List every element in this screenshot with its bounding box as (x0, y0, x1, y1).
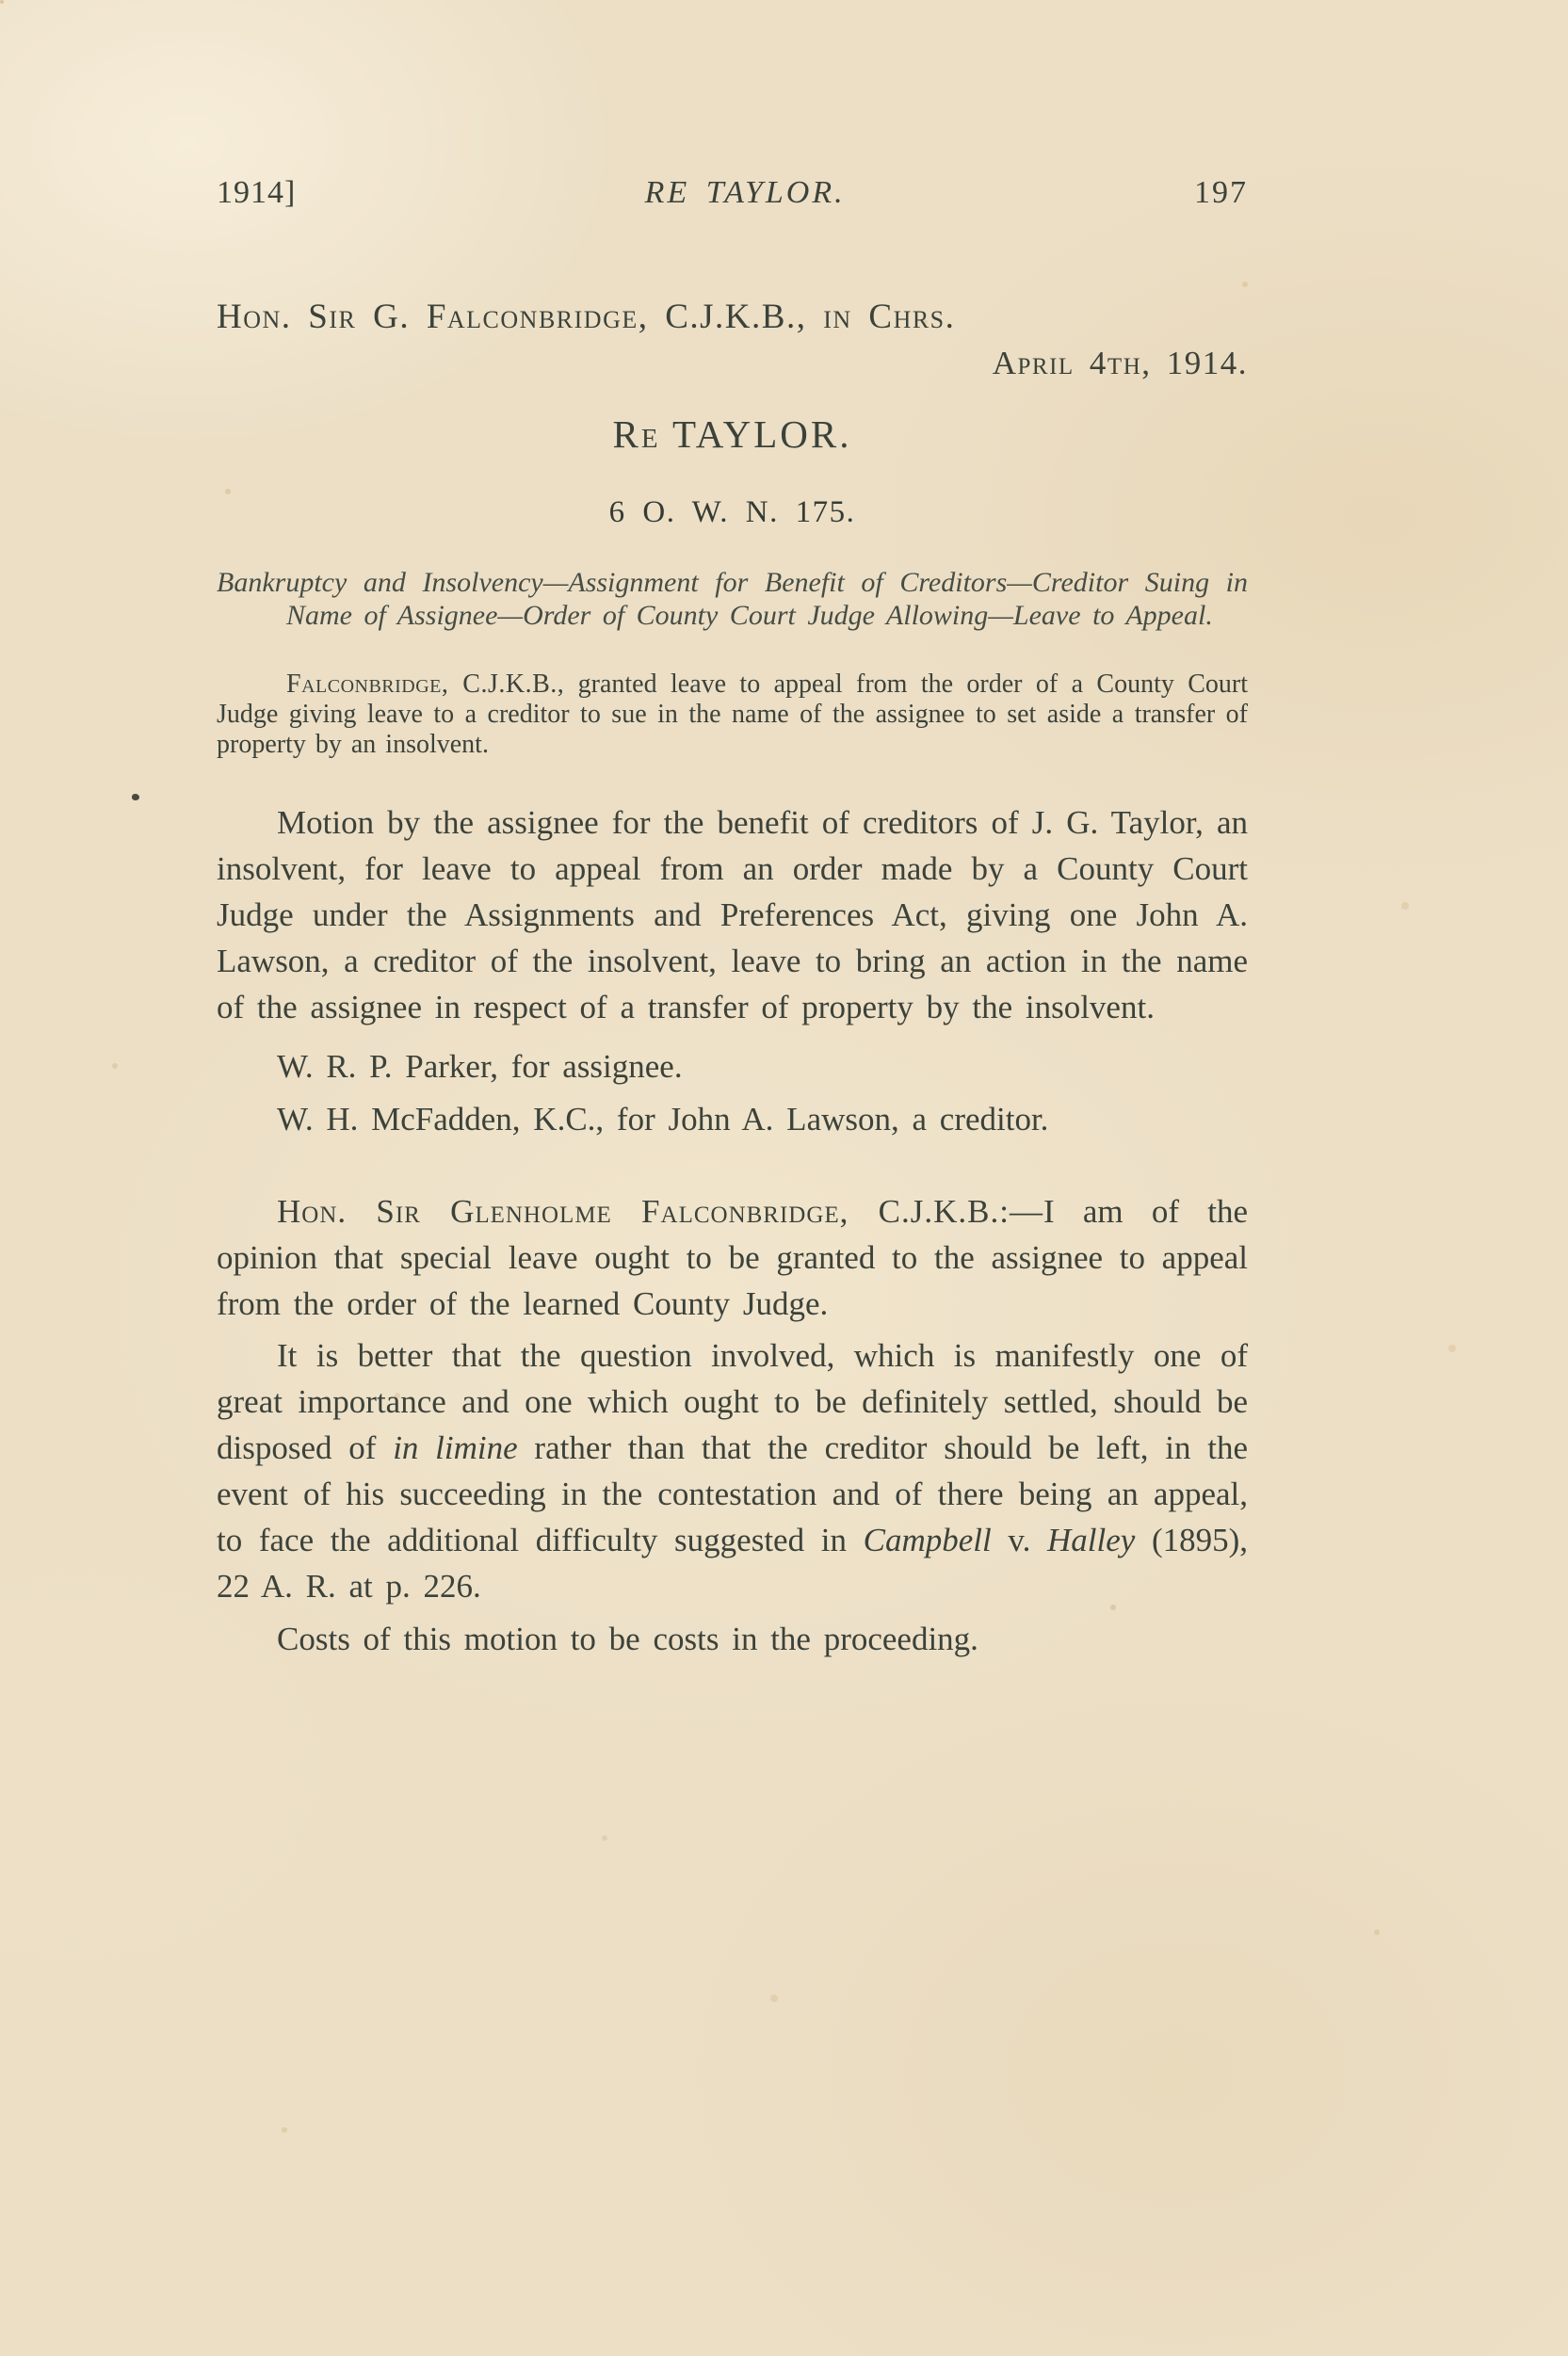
limine-seg3: rather than that the creditor should be left, in the event of his succeeding in the contestation and of there being an appeal, to face the additional difficulty suggested in (217, 1429, 1248, 1558)
paragraph-in-limine (217, 1332, 1248, 1609)
counsel-line-mcfadden: W. H. McFadden, K.C., for John A. Lawson, a creditor. (277, 1101, 1049, 1138)
citation: 6 O. W. N. 175. (608, 495, 856, 529)
paper-speckles (0, 0, 4, 4)
headnote-text: granted leave to appeal from the order of a County Court Judge giving leave to a creditor to sue in the name of the assignee to set aside a transfer of property by an insolvent. (217, 670, 1249, 759)
page-content (217, 174, 1248, 1662)
header-year: 1914] (217, 175, 297, 210)
paragraph-motion: Motion by the assignee for the benefit of creditors of J. G. Taylor, an insolvent, for leave to appeal from an order made by a County Court Judge under the Assignments and Preferences Act, giving one John A. Lawson, a creditor of the insolvent, leave to bring an action in the name of the assignee in respect of a transfer of property by the insolvent. (217, 804, 1248, 1025)
limine-seg1: It is better that the question involved, which is manifestly one of great importance and one which ought to be definitely settled, should be disposed of (217, 1337, 1248, 1466)
running-title: RE TAYLOR. (644, 175, 846, 210)
case-title-name: TAYLOR. (660, 412, 852, 456)
case-title (217, 411, 1248, 457)
opinion-body (217, 799, 1248, 1662)
limine-latin-phrase: in limine (393, 1429, 518, 1466)
counsel-line-parker: W. R. P. Parker, for assignee. (277, 1048, 683, 1085)
page-header (217, 174, 1248, 212)
opinion-judge-name: Hon. Sir Glenholme Falconbridge, C.J.K.B.:— (277, 1193, 1043, 1230)
opinion-text: I am of the opinion that special leave ought to be granted to the assignee to appeal from the order of the learned County Judge. (217, 1193, 1248, 1322)
court-line: Hon. Sir G. Falconbridge, C.J.K.B., in Chrs. (217, 298, 956, 336)
case-title-re: Re (612, 412, 661, 456)
case-cite-campbell: Campbell (863, 1522, 992, 1558)
ink-spot (132, 794, 139, 800)
page-number: 197 (1194, 175, 1248, 210)
paragraph-costs: Costs of this motion to be costs in the proceeding. (277, 1621, 978, 1657)
limine-seg5: v. (991, 1522, 1047, 1558)
limine-seg7: (1895), 22 A. R. at p. 226. (217, 1522, 1249, 1605)
date-line: April 4th, 1914. (992, 345, 1248, 381)
paragraph-opinion (217, 1188, 1248, 1327)
headnote-judge-name: Falconbridge, C.J.K.B., (286, 670, 565, 699)
catchwords: Bankruptcy and Insolvency—Assignment for Benefit of Creditors—Creditor Suing in Name of Assignee—Order of County Court Judge Allowing—Leave to Appeal. (217, 567, 1248, 631)
headnote (217, 670, 1248, 760)
case-cite-halley: Halley (1047, 1522, 1136, 1558)
